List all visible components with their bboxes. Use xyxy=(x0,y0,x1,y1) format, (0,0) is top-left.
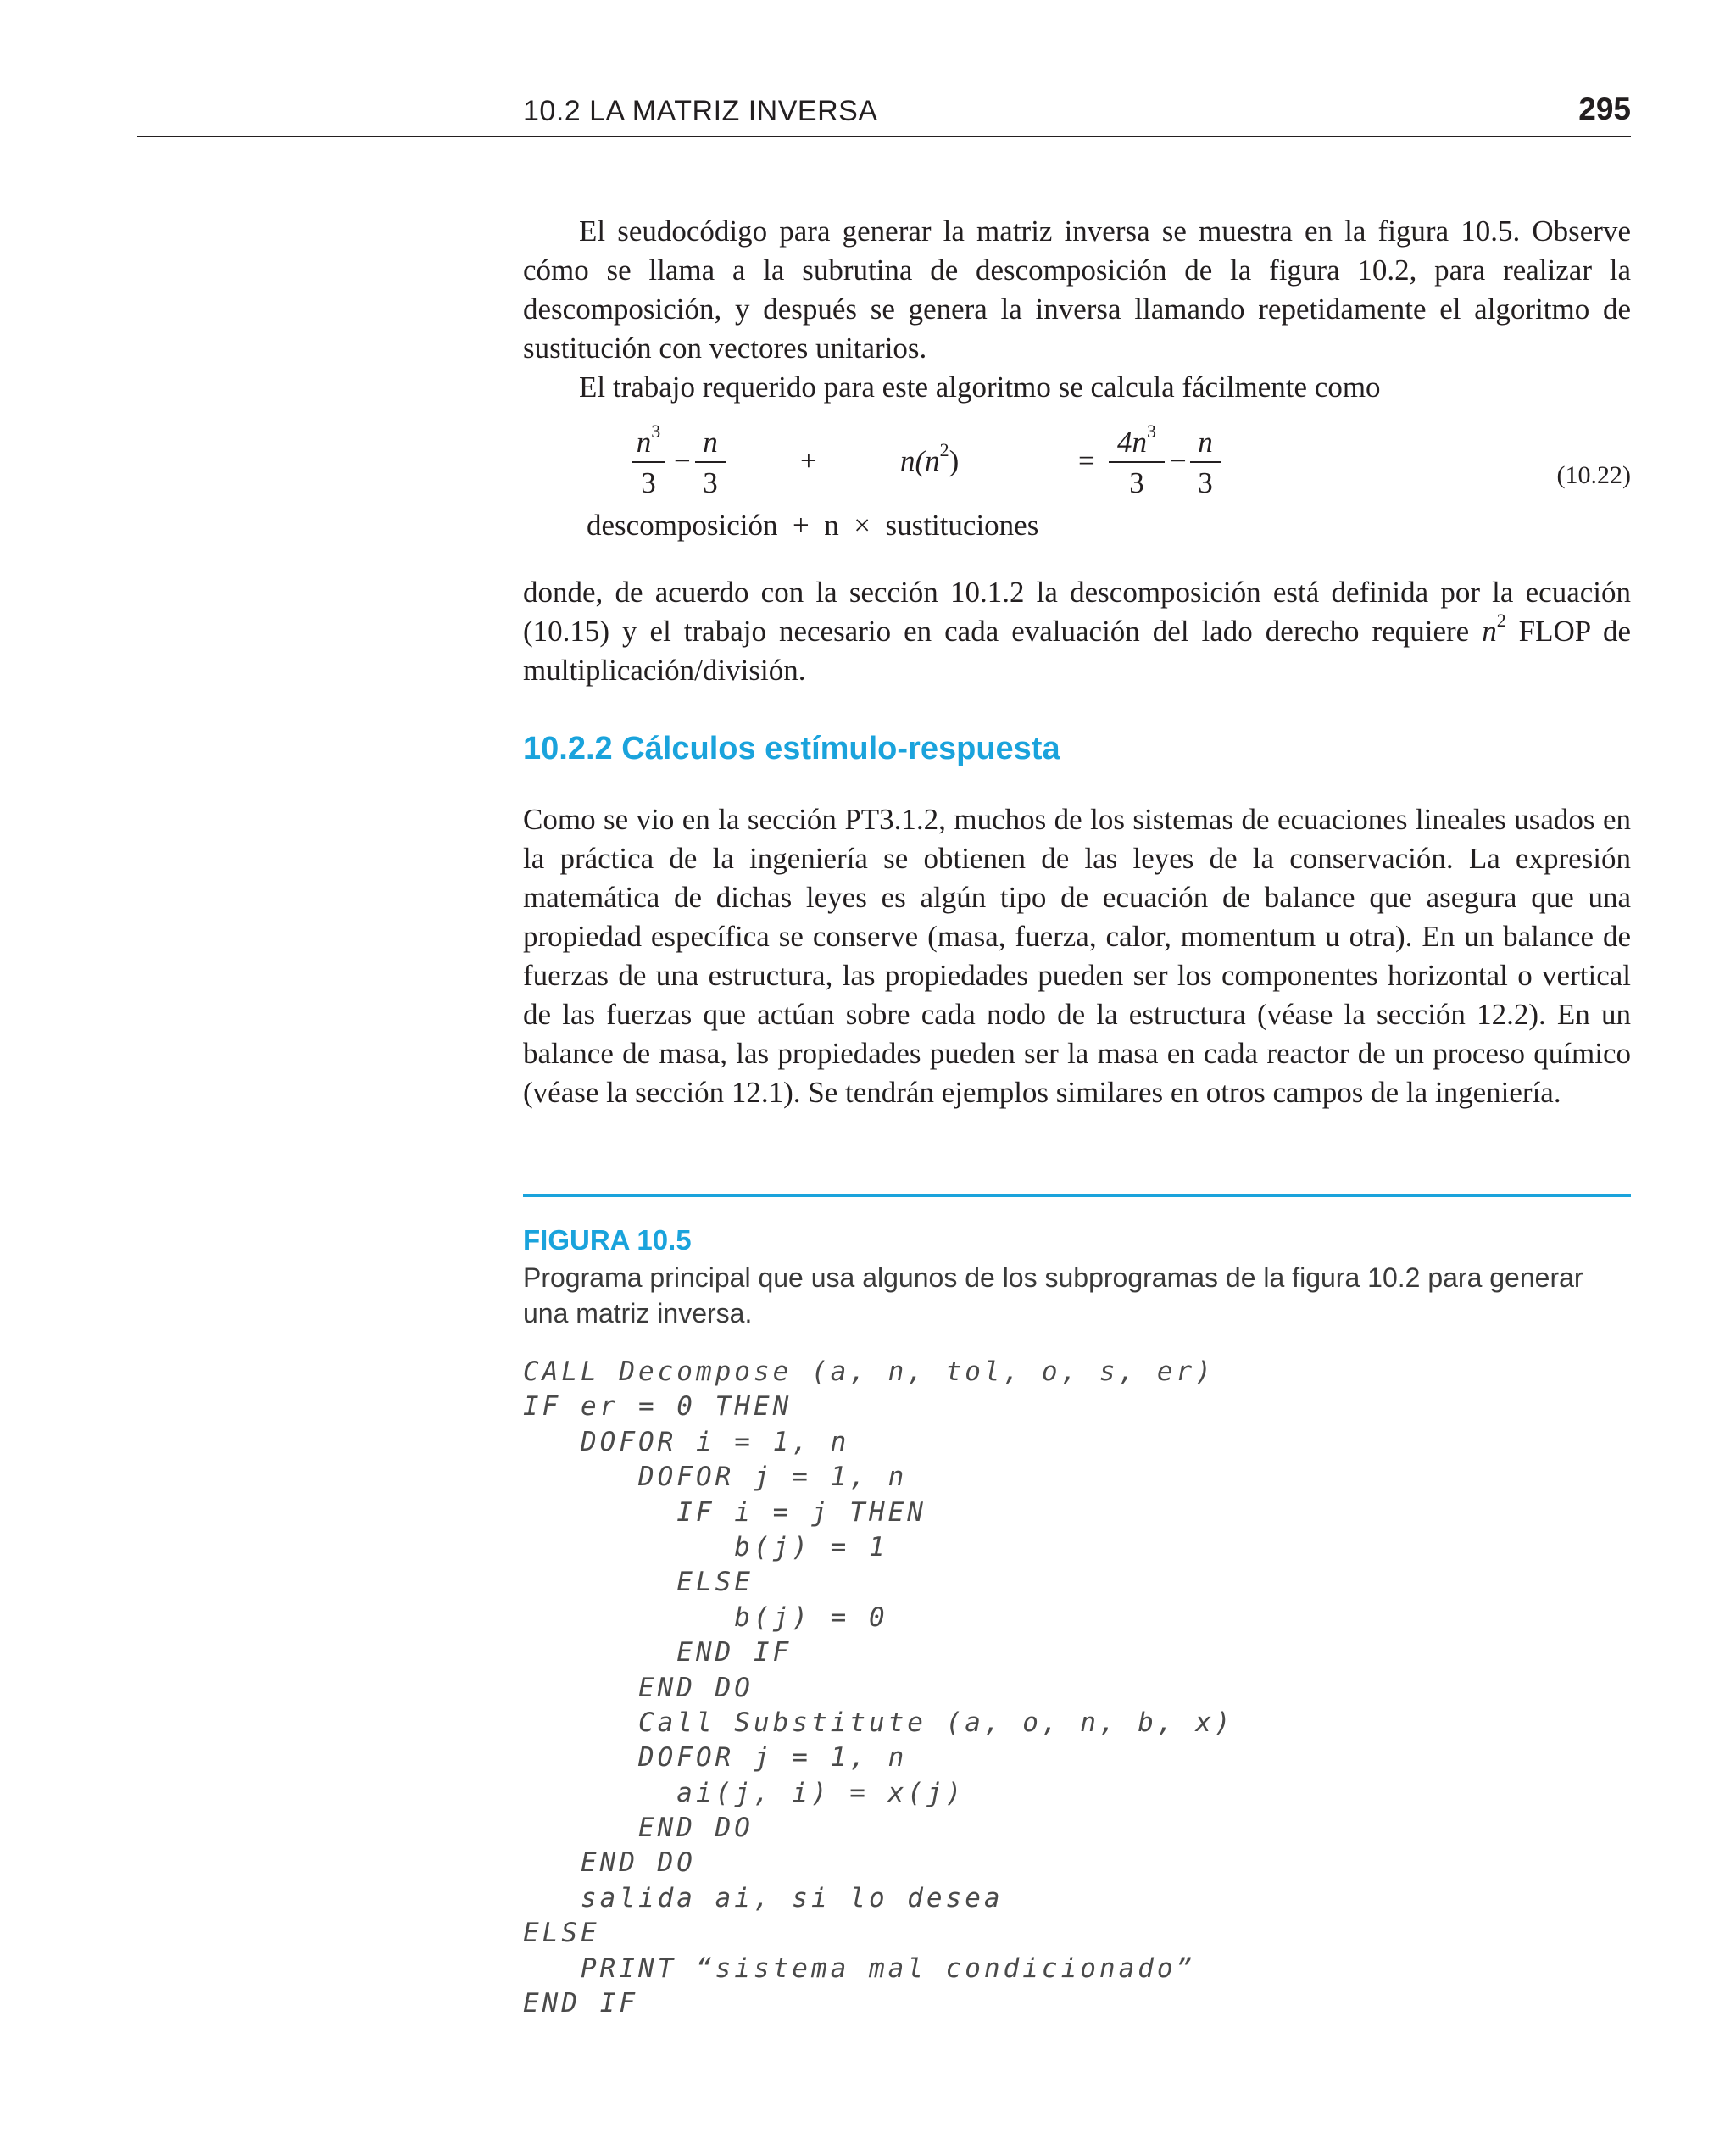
eq-numerator-n3 xyxy=(632,421,665,460)
eq-term2-suffix: ) xyxy=(949,444,960,477)
code-line: b(j) = 0 xyxy=(523,1601,888,1633)
code-line: ELSE xyxy=(523,1918,600,1949)
code-line: END DO xyxy=(523,1672,754,1703)
eq-numerator-n: n xyxy=(1198,426,1213,459)
post-equation-paragraph xyxy=(523,573,1631,690)
intro-paragraph-1: El seudocódigo para generar la matriz inversa se muestra en la figura 10.5. Observe cómo se llama a la subrutina de descomposición de la figura 10.2, para realizar la descomposición, y después se genera la inversa llamando repetidamente el algoritmo de sustitución con vectores unitarios. xyxy=(523,214,1631,365)
post-equation-text xyxy=(523,573,1631,690)
equation-10-22 xyxy=(0,0,1736,593)
section-heading: 10.2.2 Cálculos estímulo-respuesta xyxy=(523,731,1060,766)
running-header-title: 10.2 LA MATRIZ INVERSA xyxy=(523,95,878,127)
pseudocode-block xyxy=(523,1355,1234,2021)
code-line: DOFOR i = 1, n xyxy=(523,1426,850,1457)
eq-term2-prefix: n(n xyxy=(900,444,940,477)
eq-fraction-bar xyxy=(1109,461,1165,463)
code-line: salida ai, si lo desea xyxy=(523,1882,1004,1913)
eq-under-label: descomposición + n × sustituciones xyxy=(587,509,1039,542)
eq-term-substitution xyxy=(900,439,960,478)
figure-caption: Programa principal que usa algunos de los subprogramas de la figura 10.2 para generar una matriz inversa. xyxy=(523,1262,1583,1328)
eq-minus: − xyxy=(674,444,691,477)
section-paragraph: Como se vio en la sección PT3.1.2, muchos de los sistemas de ecuaciones lineales usados en la práctica de la ingeniería se obtienen de las leyes de la conservación. La expresión matemática de dichas leyes es algún tipo de ecuación de balance que asegura que una propiedad específica se conserve (masa, fuerza, calor, momentum u otra). En un balance de fuerzas de una estructura, las propiedades pueden ser los componentes horizontal o vertical de las fuerzas que actúan sobre cada nodo de la estructura (véase la sección 12.2). En un balance de masa, las propiedades pueden ser la masa en cada reactor de un proceso químico (véase la sección 12.1). Se tendrán ejemplos similares en otros campos de la ingeniería. xyxy=(523,803,1631,1109)
text-span: donde, de acuerdo con la sección 10.1.2 la descomposición está definida por la ecuación (10.15) y el trabajo necesario en cada evaluación del lado derecho requiere xyxy=(523,576,1631,648)
eq-denominator: 3 xyxy=(1198,466,1213,499)
eq-plus: + xyxy=(800,444,817,477)
eq-var-n: n xyxy=(636,426,652,459)
code-line: IF er = 0 THEN xyxy=(523,1391,793,1423)
code-line: CALL Decompose (a, n, tol, o, s, er) xyxy=(523,1356,1215,1387)
code-line: DOFOR j = 1, n xyxy=(523,1742,908,1774)
section-text xyxy=(523,800,1631,1112)
eq-numerator-n: n xyxy=(703,426,718,459)
figure-label: FIGURA 10.5 xyxy=(523,1224,692,1256)
code-line: END DO xyxy=(523,1847,696,1879)
code-line: Call Substitute (a, o, n, b, x) xyxy=(523,1707,1234,1738)
code-line: ELSE xyxy=(523,1567,754,1598)
code-line: PRINT “sistema mal condicionado” xyxy=(523,1952,1196,1984)
eq-denominator: 3 xyxy=(1129,466,1144,499)
eq-minus: − xyxy=(1170,444,1187,477)
eq-term2-exp: 2 xyxy=(939,439,949,461)
eq-denominator: 3 xyxy=(703,466,718,499)
figure-rule xyxy=(523,1194,1631,1197)
code-line: IF i = j THEN xyxy=(523,1496,926,1528)
eq-fraction-bar xyxy=(1190,461,1221,463)
eq-exp-3: 3 xyxy=(651,421,661,443)
eq-fraction-bar xyxy=(632,461,665,463)
eq-fraction-bar xyxy=(695,461,726,463)
text-exp: 2 xyxy=(1496,610,1506,632)
eq-equals: = xyxy=(1078,444,1095,477)
code-line: END IF xyxy=(523,1637,793,1668)
code-line: b(j) = 1 xyxy=(523,1531,888,1562)
intro-paragraph-2: El trabajo requerido para este algoritmo se calcula fácilmente como xyxy=(579,370,1381,404)
code-line: END IF xyxy=(523,1988,638,2019)
text-span: FLOP de multiplicación/división. xyxy=(523,615,1631,687)
code-line: DOFOR j = 1, n xyxy=(523,1462,908,1493)
text-var-n: n xyxy=(1482,615,1497,648)
equation-number: (10.22) xyxy=(1556,461,1631,489)
eq-exp-3: 3 xyxy=(1147,421,1156,443)
eq-var-4n: 4n xyxy=(1117,426,1147,459)
page-number: 295 xyxy=(1578,92,1631,126)
eq-denominator: 3 xyxy=(641,466,656,499)
code-line: END DO xyxy=(523,1813,754,1844)
eq-result-numerator xyxy=(1107,421,1166,460)
code-line: ai(j, i) = x(j) xyxy=(523,1777,965,1808)
